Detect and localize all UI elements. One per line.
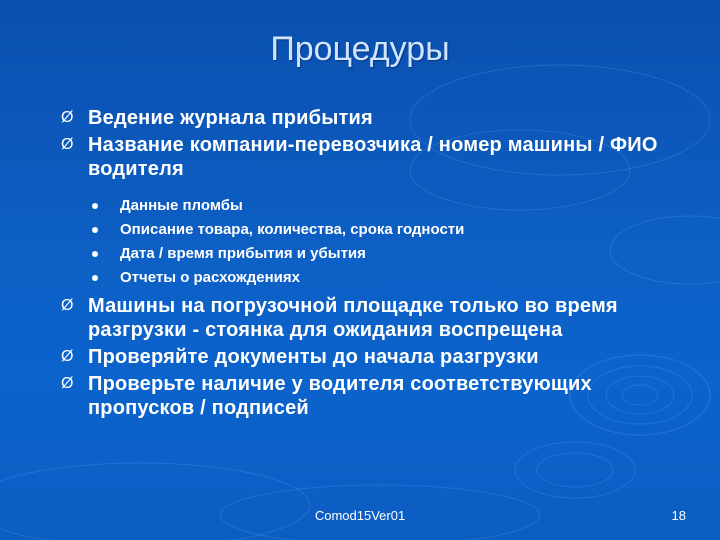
list-item-text: Машины на погрузочной площадке только во время разгрузки - стоянка для ожидания воспрещена (88, 295, 618, 341)
sub-list-item (120, 243, 684, 264)
sub-list-item-text: Данные пломбы (120, 197, 243, 214)
list-item-text: Проверьте наличие у водителя соответствующих пропусков / подписей (88, 373, 592, 419)
list-item-text: Название компании-перевозчика / номер машины / ФИО водителя (88, 134, 658, 180)
list-item-text: Проверяйте документы до начала разгрузки (88, 346, 539, 368)
list-item (61, 294, 684, 342)
footer-label: Comod15Ver01 (314, 508, 406, 523)
arrow-bullet-icon: Ø (61, 109, 74, 126)
dot-bullet-icon (92, 275, 98, 281)
sub-list-item-text: Отчеты о расхождениях (120, 269, 300, 286)
page-number: 18 (671, 508, 686, 523)
slide-title: Процедуры (270, 30, 450, 68)
dot-bullet-icon (92, 251, 98, 257)
sub-list-item-text: Описание товара, количества, срока годности (120, 221, 465, 238)
list-item (61, 345, 684, 369)
list-item-text: Ведение журнала прибытия (88, 107, 373, 129)
sub-list (84, 195, 684, 288)
sub-list-item (120, 219, 684, 240)
sub-list-item-text: Дата / время прибытия и убытия (120, 245, 366, 262)
arrow-bullet-icon: Ø (61, 297, 74, 314)
dot-bullet-icon (92, 227, 98, 233)
list-item (61, 133, 684, 181)
arrow-bullet-icon: Ø (61, 375, 74, 392)
bullet-list (61, 106, 684, 423)
sub-list-item (120, 195, 684, 216)
arrow-bullet-icon: Ø (61, 348, 74, 365)
dot-bullet-icon (92, 203, 98, 209)
arrow-bullet-icon: Ø (61, 136, 74, 153)
list-item (61, 372, 684, 420)
sub-list-item (120, 267, 684, 288)
list-item (61, 106, 684, 130)
